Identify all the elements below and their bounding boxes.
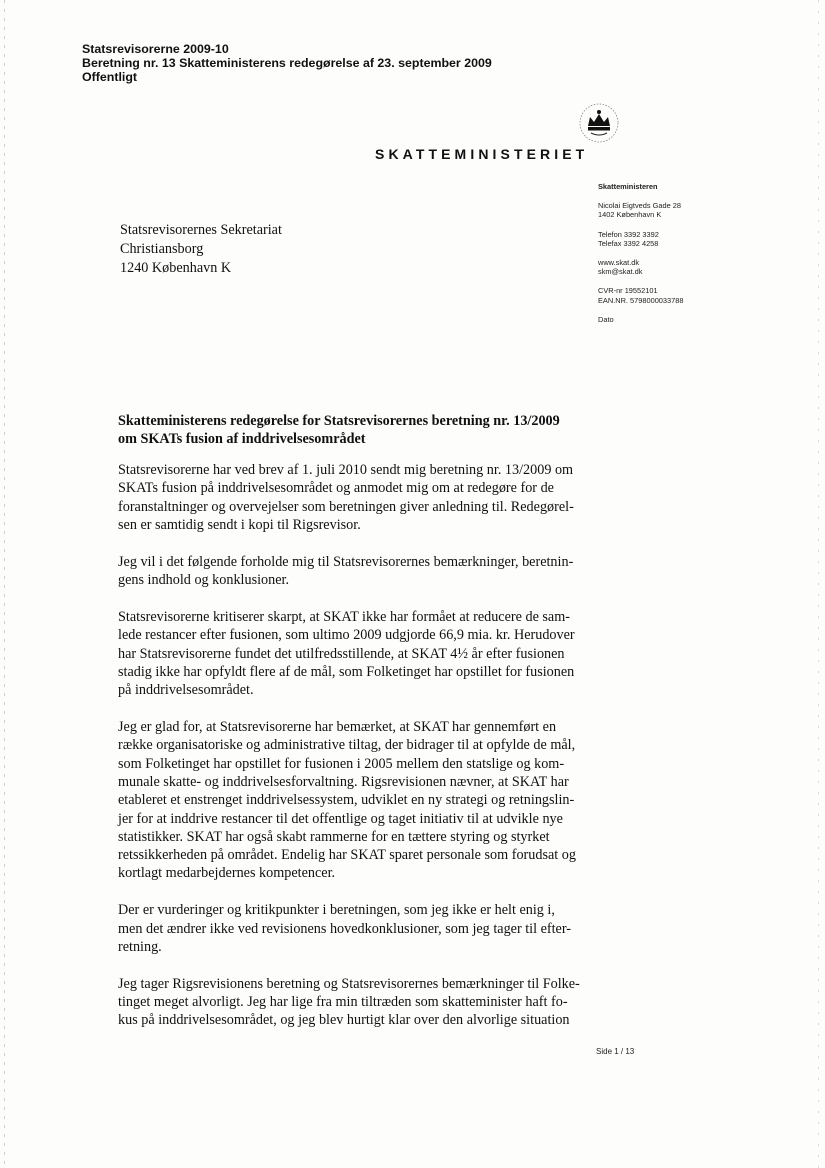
paragraph-line: sen er samtidig sendt i kopi til Rigsrevisor. <box>118 516 361 533</box>
paragraph-line: kus på inddrivelsesområdet, og jeg blev hurtigt klar over den alvorlige situation <box>118 1012 570 1029</box>
paragraph-line: tinget meget alvorligt. Jeg har lige fra min tiltræden som skatteminister haft fo- <box>118 994 568 1011</box>
sender-phones <box>598 230 798 248</box>
body-paragraph <box>118 553 598 590</box>
crown-crest-icon <box>578 101 620 145</box>
sender-city: 1402 København K <box>598 210 662 220</box>
paragraph-line: Jeg vil i det følgende forholde mig til Statsrevisorernes bemærkninger, beretnin- <box>118 553 574 570</box>
sender-web <box>598 258 798 276</box>
sender-address <box>598 201 798 219</box>
paragraph-line: stadig ikke har opfyldt flere af de mål, som Folketinget har opstillet for fusionen <box>118 663 575 680</box>
header-line-2: Beretning nr. 13 Skatteministerens redegørelse af 23. september 2009 <box>82 56 492 70</box>
sender-fax: Telefax 3392 4258 <box>598 238 659 248</box>
sender-org: Skatteministeren <box>598 182 658 191</box>
paragraph-line: Der er vurderinger og kritikpunkter i beretningen, som jeg ikke er helt enig i, <box>118 902 555 919</box>
letter-subject <box>118 412 560 448</box>
paragraph-line: retssikkerheden på området. Endelig har SKAT sparet personale som forudsat og <box>118 847 576 864</box>
paragraph-line: lede restancer efter fusionen, som ultimo 2009 udgjorde 66,9 mia. kr. Herudover <box>118 627 575 644</box>
paragraph-line: på inddrivelsesområdet. <box>118 682 254 699</box>
paragraph-line: retning. <box>118 938 162 955</box>
paragraph-line: etableret et enstrenget inddrivelsessystem, udviklet en ny strategi og retningslin- <box>118 792 575 809</box>
body-paragraph <box>118 901 598 956</box>
recipient-name: Statsrevisorernes Sekretariat <box>120 222 282 238</box>
paragraph-line: Jeg tager Rigsrevisionens beretning og Statsrevisorernes bemærkninger til Folke- <box>118 975 580 992</box>
sender-street: Nicolai Eigtveds Gade 28 <box>598 201 681 211</box>
paragraph-line: gens indhold og konklusioner. <box>118 572 290 589</box>
paragraph-line: men det ændrer ikke ved revisionens hovedkonklusioner, som jeg tager til efter- <box>118 920 572 937</box>
header-line-3: Offentligt <box>82 70 138 84</box>
sender-ids <box>598 286 798 304</box>
scan-artifact-left <box>4 0 5 1168</box>
scan-artifact-right <box>818 0 819 1168</box>
body-paragraph <box>118 975 598 1030</box>
paragraph-line: SKATs fusion på inddrivelsesområdet og anmodet mig om at redegøre for de <box>118 480 554 497</box>
sender-phone: Telefon 3392 3392 <box>598 229 659 239</box>
paragraph-line: har Statsrevisorerne fundet det utilfredsstillende, at SKAT 4½ år efter fusionen <box>118 645 565 662</box>
sender-ean: EAN.NR. 5798000033788 <box>598 295 684 305</box>
sender-website: www.skat.dk <box>598 258 640 268</box>
paragraph-line: Statsrevisorerne kritiserer skarpt, at SKAT ikke har formået at reducere de sam- <box>118 608 570 625</box>
recipient-address <box>120 221 282 278</box>
body-paragraph <box>118 718 598 883</box>
paragraph-line: kortlagt medarbejdernes kompetencer. <box>118 865 336 882</box>
subject-line-2: om SKATs fusion af inddrivelsesområdet <box>118 431 366 447</box>
sender-block <box>598 182 798 324</box>
document-header <box>82 42 492 84</box>
paragraph-line: række organisatoriske og administrative tiltag, der bidrager til at opfylde de mål, <box>118 737 576 754</box>
subject-line-1: Skatteministerens redegørelse for Statsrevisorernes beretning nr. 13/2009 <box>118 413 560 429</box>
page-number: Side 1 / 13 <box>596 1047 635 1056</box>
paragraph-line: som Folketinget har opstillet for fusionen i 2005 mellem den statslige og kom- <box>118 755 565 772</box>
ministry-logo: SKATTEMINISTERIET <box>375 146 589 162</box>
paragraph-line: foranstaltninger og overvejelser som beretningen giver anledning til. Redegørel- <box>118 498 574 515</box>
recipient-city: 1240 København K <box>120 260 232 276</box>
paragraph-line: Jeg er glad for, at Statsrevisorerne har bemærket, at SKAT har gennemført en <box>118 719 557 736</box>
header-line-1: Statsrevisorerne 2009-10 <box>82 42 229 56</box>
sender-cvr: CVR-nr 19552101 <box>598 286 658 296</box>
body-paragraph <box>118 608 598 699</box>
paragraph-line: jer for at inddrive restancer til det offentlige og taget initiativ til at udvikle nye <box>118 810 563 827</box>
body-paragraph <box>118 461 598 534</box>
paragraph-line: statistikker. SKAT har også skabt rammerne for en tættere styring og styrket <box>118 828 550 845</box>
recipient-place: Christiansborg <box>120 241 204 257</box>
letter-body <box>118 461 598 1048</box>
sender-email: skm@skat.dk <box>598 267 643 277</box>
paragraph-line: munale skatte- og inddrivelsesforvaltning. Rigsrevisionen nævner, at SKAT har <box>118 773 569 790</box>
date-label: Dato <box>598 314 614 324</box>
paragraph-line: Statsrevisorerne har ved brev af 1. juli 2010 sendt mig beretning nr. 13/2009 om <box>118 462 574 478</box>
